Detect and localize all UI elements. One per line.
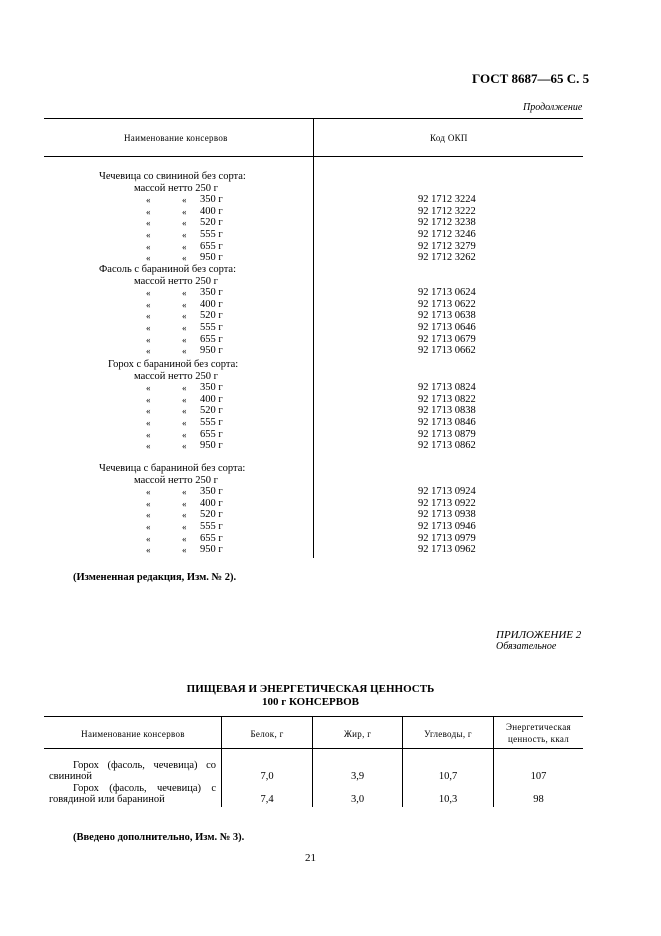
- ditto-mark: «: [182, 394, 187, 405]
- product-mass: 555 г: [200, 229, 223, 240]
- product-mass: 400 г: [200, 393, 223, 405]
- okp-code: 92 1713 0946: [418, 521, 476, 532]
- okp-code: 92 1713 0922: [418, 497, 476, 509]
- product-mass: 350 г: [200, 486, 223, 498]
- page-number: 21: [305, 852, 316, 864]
- table2-col-energy-line2: ценность, ккал: [507, 734, 570, 744]
- ditto-mark: «: [146, 253, 151, 264]
- ditto-mark: «: [182, 487, 187, 498]
- table2-row1-carbs: 10,7: [438, 771, 458, 782]
- table2-col-fat: Жир, г: [343, 729, 372, 739]
- product-mass: 950 г: [200, 440, 223, 452]
- ditto-mark: «: [182, 498, 187, 509]
- ditto-mark: «: [182, 441, 187, 452]
- product-mass: 400 г: [200, 205, 223, 217]
- ditto-mark: «: [182, 288, 187, 299]
- ditto-mark: «: [182, 510, 187, 521]
- ditto-mark: «: [146, 195, 151, 206]
- okp-code: 92 1712 3224: [418, 194, 476, 206]
- table2-col-energy-line1: Энергетическая: [506, 722, 571, 732]
- product-base-mass: массой нетто 250 г: [134, 370, 218, 382]
- table1-col-name: Наименование консервов: [124, 133, 228, 143]
- product-mass: 555 г: [200, 417, 223, 428]
- okp-code: 92 1713 0622: [418, 298, 476, 310]
- product-mass: 520 г: [200, 217, 223, 229]
- ditto-mark: «: [146, 487, 151, 498]
- product-mass: 400 г: [200, 497, 223, 509]
- ditto-mark: «: [182, 334, 187, 345]
- okp-code: 92 1712 3279: [418, 240, 476, 252]
- ditto-mark: «: [146, 429, 151, 440]
- okp-code: 92 1713 0862: [418, 440, 476, 452]
- okp-code: 92 1712 3222: [418, 205, 476, 217]
- ditto-mark: «: [146, 406, 151, 417]
- okp-code: 92 1713 0824: [418, 382, 476, 394]
- ditto-mark: «: [182, 418, 187, 428]
- ditto-mark: «: [146, 323, 151, 333]
- okp-code: 92 1713 0662: [418, 345, 476, 357]
- product-base-mass: массой нетто 250 г: [134, 474, 218, 486]
- product-mass: 950 г: [200, 252, 223, 264]
- table2-col-carbs: Углеводы, г: [424, 729, 472, 739]
- product-mass: 350 г: [200, 382, 223, 394]
- ditto-mark: «: [146, 311, 151, 322]
- ditto-mark: «: [182, 383, 187, 394]
- ditto-mark: «: [182, 406, 187, 417]
- amendment-note-2: (Введено дополнительно, Изм. № 3).: [73, 832, 245, 843]
- product-mass: 950 г: [200, 345, 223, 357]
- ditto-mark: «: [146, 522, 151, 532]
- ditto-mark: «: [146, 288, 151, 299]
- product-mass: 555 г: [200, 521, 223, 532]
- continuation-label: Продолжение: [523, 102, 583, 113]
- okp-code: 92 1713 0838: [418, 405, 476, 417]
- table2-header-rule: [44, 748, 583, 749]
- ditto-mark: «: [146, 346, 151, 357]
- ditto-mark: «: [146, 533, 151, 544]
- ditto-mark: «: [146, 418, 151, 428]
- product-mass: 350 г: [200, 287, 223, 299]
- okp-code: 92 1713 0979: [418, 532, 476, 544]
- product-mass: 350 г: [200, 194, 223, 206]
- ditto-mark: «: [182, 230, 187, 240]
- product-base-mass: массой нетто 250 г: [134, 182, 218, 194]
- ditto-mark: «: [146, 241, 151, 252]
- product-mass: 655 г: [200, 240, 223, 252]
- table2-row1-energy: 107: [530, 771, 547, 782]
- table2-row1-protein: 7,0: [260, 771, 274, 782]
- table2-title-line1: ПИЩЕВАЯ И ЭНЕРГЕТИЧЕСКАЯ ЦЕННОСТЬ: [186, 683, 435, 695]
- ditto-mark: «: [146, 545, 151, 556]
- ditto-mark: «: [182, 311, 187, 322]
- table2-top-rule: [44, 716, 583, 717]
- table1-col-code: Код ОКП: [430, 133, 468, 143]
- okp-code: 92 1713 0638: [418, 310, 476, 322]
- product-group-title: Чечевица со свининой без сорта:: [99, 171, 246, 182]
- okp-code: 92 1713 0822: [418, 393, 476, 405]
- product-group-title: Чечевица с бараниной без сорта:: [99, 463, 246, 474]
- okp-code: 92 1713 0962: [418, 544, 476, 556]
- ditto-mark: «: [182, 253, 187, 264]
- ditto-mark: «: [182, 533, 187, 544]
- page-header-title: ГОСТ 8687—65 С. 5: [472, 71, 590, 86]
- ditto-mark: «: [182, 429, 187, 440]
- okp-code: 92 1713 0646: [418, 322, 476, 333]
- ditto-mark: «: [146, 230, 151, 240]
- appendix-title: ПРИЛОЖЕНИЕ 2: [496, 629, 582, 641]
- ditto-mark: «: [182, 323, 187, 333]
- okp-code: 92 1712 3262: [418, 252, 476, 264]
- product-mass: 950 г: [200, 544, 223, 556]
- product-mass: 520 г: [200, 310, 223, 322]
- okp-code: 92 1713 0624: [418, 287, 476, 299]
- appendix-subtitle: Обязательное: [496, 641, 557, 652]
- ditto-mark: «: [182, 545, 187, 556]
- table2-row1-fat: 3,9: [350, 771, 365, 782]
- ditto-mark: «: [182, 218, 187, 229]
- product-mass: 655 г: [200, 428, 223, 440]
- product-mass: 520 г: [200, 405, 223, 417]
- product-base-mass: массой нетто 250 г: [134, 275, 218, 287]
- ditto-mark: «: [182, 206, 187, 217]
- okp-code: 92 1713 0846: [418, 417, 476, 428]
- ditto-mark: «: [146, 383, 151, 394]
- table2-row2-name-line1: Горох (фасоль, чечевица) с: [73, 783, 216, 794]
- okp-code: 92 1713 0938: [418, 509, 476, 521]
- ditto-mark: «: [146, 498, 151, 509]
- ditto-mark: «: [182, 299, 187, 310]
- ditto-mark: «: [146, 510, 151, 521]
- product-group-title: Фасоль с бараниной без сорта:: [99, 264, 237, 275]
- table2-row2-name-line2: говядиной или бараниной: [49, 794, 165, 805]
- table2-row2-carbs: 10,3: [438, 794, 458, 805]
- table2-title-line2: 100 г КОНСЕРВОВ: [261, 696, 360, 708]
- ditto-mark: «: [146, 206, 151, 217]
- okp-code: 92 1713 0924: [418, 486, 476, 498]
- table2-row2-fat: 3,0: [350, 794, 365, 805]
- table2-row2-protein: 7,4: [260, 794, 274, 805]
- table1-column-divider: [313, 118, 314, 558]
- product-mass: 555 г: [200, 322, 223, 333]
- ditto-mark: «: [182, 195, 187, 206]
- okp-code: 92 1712 3246: [418, 229, 476, 240]
- amendment-note-1: (Измененная редакция, Изм. № 2).: [73, 572, 237, 583]
- ditto-mark: «: [146, 334, 151, 345]
- okp-code: 92 1713 0679: [418, 333, 476, 345]
- product-mass: 400 г: [200, 298, 223, 310]
- table2-row2-energy: 98: [533, 794, 544, 805]
- table2-col-name: Наименование консервов: [81, 729, 185, 739]
- ditto-mark: «: [182, 522, 187, 532]
- table2-col-protein: Белок, г: [250, 729, 284, 739]
- ditto-mark: «: [146, 218, 151, 229]
- okp-code: 92 1712 3238: [418, 217, 476, 229]
- ditto-mark: «: [182, 346, 187, 357]
- ditto-mark: «: [146, 299, 151, 310]
- product-mass: 655 г: [200, 532, 223, 544]
- ditto-mark: «: [146, 394, 151, 405]
- table2-row1-name-line1: Горох (фасоль, чечевица) со: [73, 760, 216, 771]
- ditto-mark: «: [146, 441, 151, 452]
- okp-code: 92 1713 0879: [418, 428, 476, 440]
- product-mass: 655 г: [200, 333, 223, 345]
- ditto-mark: «: [182, 241, 187, 252]
- product-group-title: Горох с бараниной без сорта:: [108, 359, 239, 370]
- table2-row1-name-line2: свининой: [49, 771, 92, 782]
- product-mass: 520 г: [200, 509, 223, 521]
